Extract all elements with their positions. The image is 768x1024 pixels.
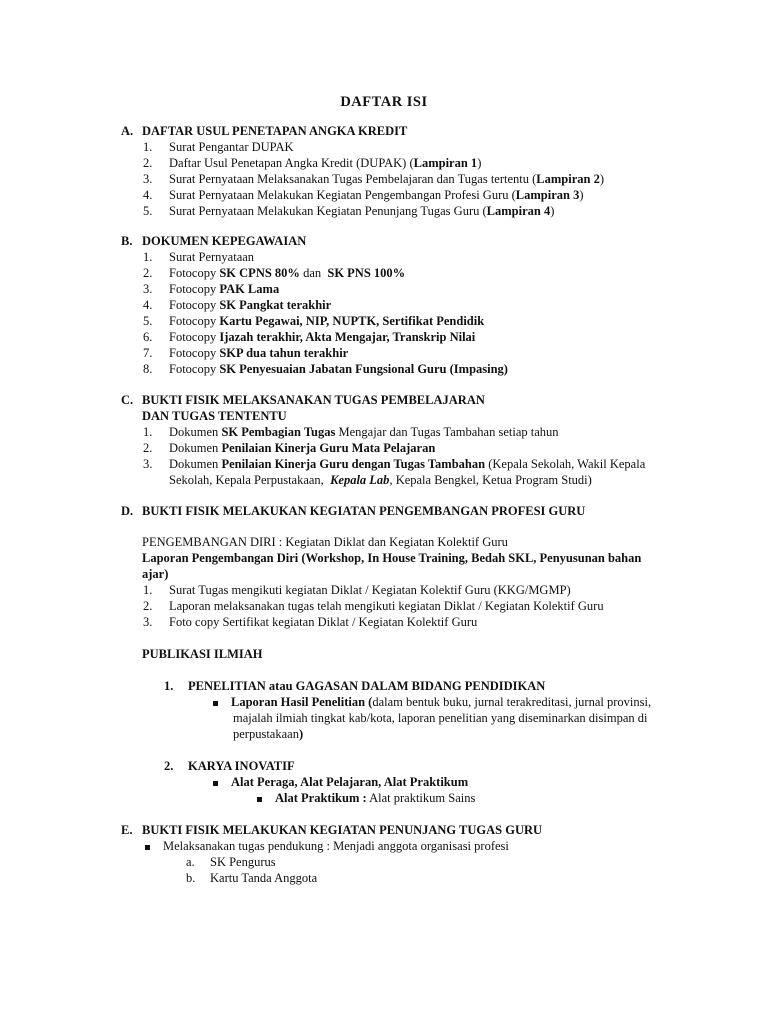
section-c-list bbox=[121, 424, 721, 488]
pengembangan-diri-subheading: Laporan Pengembangan Diri (Workshop, In House Training, Bedah SKL, Penyusunan bahan ajar) bbox=[142, 551, 642, 581]
list-item: 3. Foto copy Sertifikat kegiatan Diklat / Kegiatan Kolektif Guru bbox=[143, 615, 478, 629]
list-item: b. Kartu Tanda Anggota bbox=[186, 871, 318, 885]
section-e-heading: E. BUKTI FISIK MELAKUKAN KEGIATAN PENUNJANG TUGAS GURU bbox=[121, 823, 543, 837]
section-c bbox=[121, 392, 721, 488]
list-item: 8. Fotocopy SK Penyesuaian Jabatan Fungsional Guru (Impasing) bbox=[143, 362, 508, 376]
list-item: 1. Surat Pernyataan bbox=[143, 250, 255, 264]
square-bullet-icon bbox=[213, 701, 218, 706]
section-d-heading: D. BUKTI FISIK MELAKUKAN KEGIATAN PENGEMBANGAN PROFESI GURU bbox=[121, 504, 586, 518]
list-item: 1. Surat Pengantar DUPAK bbox=[143, 140, 294, 154]
pengembangan-diri-list bbox=[121, 582, 721, 630]
list-item: 3. Surat Pernyataan Melaksanakan Tugas Pembelajaran dan Tugas tertentu (Lampiran 2) bbox=[143, 172, 605, 186]
list-item: 2. Daftar Usul Penetapan Angka Kredit (DUPAK) (Lampiran 1) bbox=[143, 156, 482, 170]
list-item: 1. Surat Tugas mengikuti kegiatan Diklat / Kegiatan Kolektif Guru (KKG/MGMP) bbox=[143, 583, 571, 597]
section-e-sublist bbox=[186, 854, 317, 886]
list-item: 3. Dokumen Penilaian Kinerja Guru dengan Tugas Tambahan (Kepala Sekolah, Wakil Kepala Sekolah, Kepala Perpustakaan, Kepala Lab, Kepala Bengkel, Ketua Program Studi) bbox=[143, 457, 646, 487]
section-a-list bbox=[121, 139, 721, 219]
list-item: 4. Fotocopy SK Pangkat terakhir bbox=[143, 298, 332, 312]
section-c-heading: C. BUKTI FISIK MELAKSANAKAN TUGAS PEMBELAJARAN bbox=[121, 393, 485, 407]
section-b-heading: B. DOKUMEN KEPEGAWAIAN bbox=[121, 234, 307, 248]
publikasi-ilmiah-heading: PUBLIKASI ILMIAH bbox=[142, 647, 263, 661]
page-title: DAFTAR ISI bbox=[340, 94, 428, 110]
publikasi-item-1-heading: 1. PENELITIAN atau GAGASAN DALAM BIDANG PENDIDIKAN bbox=[164, 679, 546, 693]
list-item: 4. Surat Pernyataan Melakukan Kegiatan Pengembangan Profesi Guru (Lampiran 3) bbox=[143, 188, 584, 202]
list-item: 7. Fotocopy SKP dua tahun terakhir bbox=[143, 346, 349, 360]
publikasi-item-2-bullet: Alat Peraga, Alat Pelajaran, Alat Praktikum bbox=[213, 774, 468, 790]
section-e-bullet: Melaksanakan tugas pendukung : Menjadi anggota organisasi profesi bbox=[145, 838, 509, 854]
list-item: a. SK Pengurus bbox=[186, 855, 276, 869]
publikasi-item-2-subbullet: Alat Praktikum : Alat praktikum Sains bbox=[257, 790, 475, 806]
list-item: 2. Fotocopy SK CPNS 80% dan SK PNS 100% bbox=[143, 266, 406, 280]
section-e bbox=[121, 822, 721, 838]
section-d bbox=[121, 503, 721, 519]
section-b-list bbox=[121, 249, 721, 377]
list-item: 1. Dokumen SK Pembagian Tugas Mengajar dan Tugas Tambahan setiap tahun bbox=[143, 425, 559, 439]
square-bullet-icon bbox=[257, 797, 262, 802]
section-c-heading-line2: DAN TUGAS TENTENTU bbox=[142, 409, 287, 423]
square-bullet-icon bbox=[213, 781, 218, 786]
section-a bbox=[121, 123, 721, 219]
pengembangan-diri-list-wrap bbox=[121, 582, 721, 630]
list-item: 5. Surat Pernyataan Melakukan Kegiatan Penunjang Tugas Guru (Lampiran 4) bbox=[143, 204, 555, 218]
section-a-heading: A. DAFTAR USUL PENETAPAN ANGKA KREDIT bbox=[121, 124, 408, 138]
publikasi-item-2-heading: 2. KARYA INOVATIF bbox=[164, 759, 295, 773]
list-item: 6. Fotocopy Ijazah terakhir, Akta Mengajar, Transkrip Nilai bbox=[143, 330, 476, 344]
list-item: 2. Dokumen Penilaian Kinerja Guru Mata Pelajaran bbox=[143, 441, 436, 455]
list-item: 5. Fotocopy Kartu Pegawai, NIP, NUPTK, Sertifikat Pendidik bbox=[143, 314, 485, 328]
square-bullet-icon bbox=[145, 845, 150, 850]
publikasi-item-1-bullet: Laporan Hasil Penelitian (dalam bentuk buku, jurnal terakreditasi, jurnal provinsi, majalah ilmiah tingkat kab/kota, laporan penelitian yang diseminarkan disimpan di perpustakaan) bbox=[213, 694, 713, 742]
section-b bbox=[121, 233, 721, 377]
pengembangan-diri-block bbox=[142, 534, 722, 582]
list-item: 2. Laporan melaksanakan tugas telah mengikuti kegiatan Diklat / Kegiatan Kolektif Guru bbox=[143, 599, 604, 613]
list-item: 3. Fotocopy PAK Lama bbox=[143, 282, 280, 296]
pengembangan-diri-heading: PENGEMBANGAN DIRI : Kegiatan Diklat dan Kegiatan Kolektif Guru bbox=[142, 535, 508, 549]
